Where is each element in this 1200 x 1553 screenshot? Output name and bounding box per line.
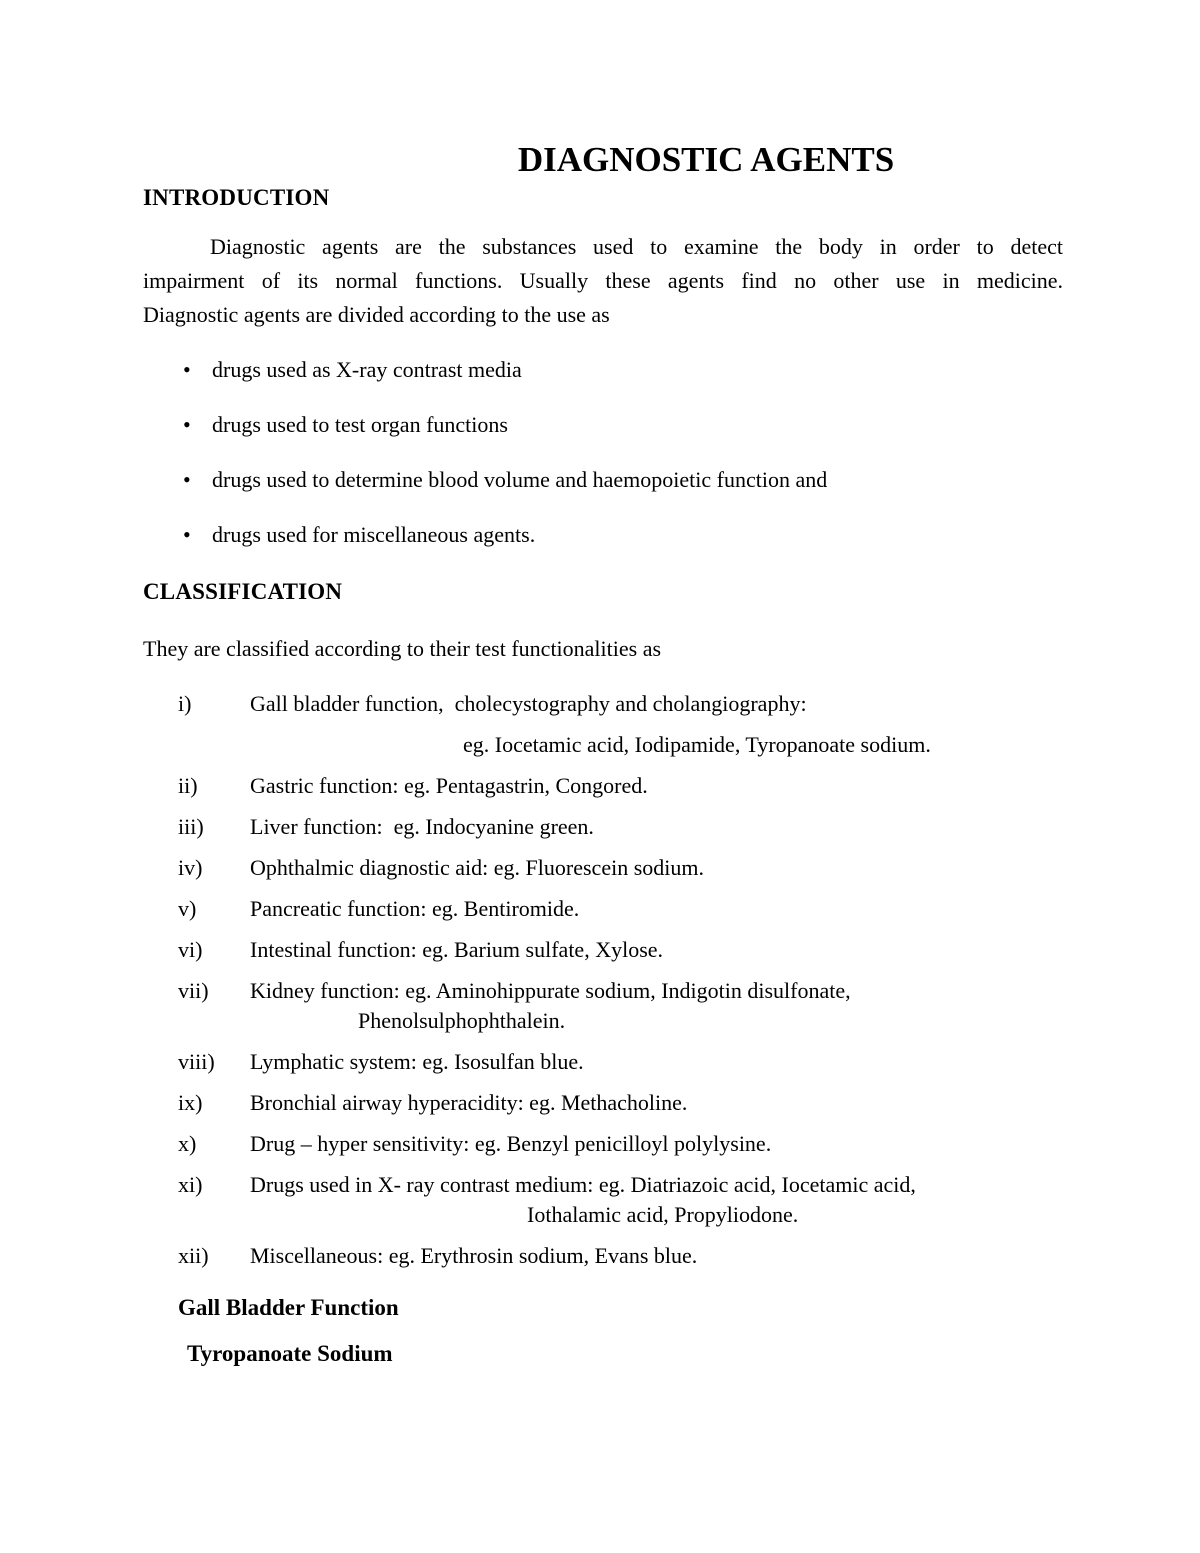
- item-numeral: xi): [178, 1172, 203, 1197]
- item-numeral: ii): [178, 773, 198, 798]
- list-item: [183, 467, 1063, 493]
- item-text: Miscellaneous: eg. Erythrosin sodium, Evans blue.: [250, 1243, 698, 1268]
- item-text: Kidney function: eg. Aminohippurate sodium, Indigotin disulfonate,: [250, 978, 851, 1003]
- bullet-icon: •: [183, 522, 191, 547]
- classification-list: [143, 691, 1063, 1269]
- item-text: Bronchial airway hyperacidity: eg. Methacholine.: [250, 1090, 688, 1115]
- bullet-item-text: drugs used for miscellaneous agents.: [212, 522, 536, 547]
- classification-item: [143, 896, 1063, 922]
- item-numeral: i): [178, 691, 192, 716]
- item-numeral: vii): [178, 978, 209, 1003]
- item-text: Intestinal function: eg. Barium sulfate, Xylose.: [250, 937, 664, 962]
- item-text: Pancreatic function: eg. Bentiromide.: [250, 896, 580, 921]
- item-text: Liver function: eg. Indocyanine green.: [250, 814, 594, 839]
- item-numeral: ix): [178, 1090, 203, 1115]
- item-text: Drugs used in X- ray contrast medium: eg. Diatriazoic acid, Iocetamic acid,: [250, 1172, 916, 1197]
- tyropanoate-sodium-heading: Tyropanoate Sodium: [187, 1341, 393, 1366]
- gall-bladder-function-heading: Gall Bladder Function: [178, 1295, 399, 1320]
- classification-item: [143, 1131, 1063, 1157]
- item-continuation: eg. Iocetamic acid, Iodipamide, Tyropanoate sodium.: [463, 732, 931, 757]
- paragraph-line: impairment of its normal functions. Usually these agents find no other use in medicine.: [143, 268, 1063, 293]
- item-numeral: vi): [178, 937, 203, 962]
- item-numeral: iv): [178, 855, 203, 880]
- classification-item: [143, 691, 1063, 717]
- bullet-icon: •: [183, 467, 191, 492]
- bullet-item-text: drugs used to determine blood volume and haemopoietic function and: [212, 467, 828, 492]
- list-item: [183, 412, 1063, 438]
- classification-item: [143, 814, 1063, 840]
- item-numeral: iii): [178, 814, 204, 839]
- introduction-paragraph: [143, 230, 1063, 332]
- paragraph-line: Diagnostic agents are the substances used to examine the body in order to detect: [210, 234, 1063, 259]
- classification-heading: CLASSIFICATION: [143, 579, 343, 604]
- item-text: Gastric function: eg. Pentagastrin, Congored.: [250, 773, 648, 798]
- item-continuation: Iothalamic acid, Propyliodone.: [527, 1202, 799, 1227]
- bullet-item-text: drugs used as X-ray contrast media: [212, 357, 522, 382]
- classification-item: [143, 978, 1063, 1004]
- item-numeral: v): [178, 896, 197, 921]
- bullet-icon: •: [183, 412, 191, 437]
- paragraph-line: Diagnostic agents are divided according to the use as: [143, 302, 610, 327]
- classification-item: [143, 1243, 1063, 1269]
- item-continuation: Phenolsulphophthalein.: [358, 1008, 566, 1033]
- list-item: [183, 357, 1063, 383]
- item-numeral: viii): [178, 1049, 215, 1074]
- item-text: Ophthalmic diagnostic aid: eg. Fluorescein sodium.: [250, 855, 704, 880]
- classification-item: [143, 1172, 1063, 1198]
- item-numeral: x): [178, 1131, 197, 1156]
- classification-item: [143, 855, 1063, 881]
- classification-item: [143, 773, 1063, 799]
- introduction-heading: INTRODUCTION: [143, 185, 330, 210]
- classification-item: [143, 1090, 1063, 1116]
- bullet-icon: •: [183, 357, 191, 382]
- usage-bullet-list: [143, 357, 1063, 548]
- bullet-item-text: drugs used to test organ functions: [212, 412, 508, 437]
- item-text: Lymphatic system: eg. Isosulfan blue.: [250, 1049, 584, 1074]
- classification-item: [143, 937, 1063, 963]
- item-numeral: xii): [178, 1243, 209, 1268]
- list-item: [183, 522, 1063, 548]
- item-text: Gall bladder function, cholecystography and cholangiography:: [250, 691, 807, 716]
- classification-item: [143, 1049, 1063, 1075]
- item-text: Drug – hyper sensitivity: eg. Benzyl penicilloyl polylysine.: [250, 1131, 772, 1156]
- classification-intro-text: They are classified according to their test functionalities as: [143, 636, 662, 661]
- page-title: DIAGNOSTIC AGENTS: [517, 140, 895, 179]
